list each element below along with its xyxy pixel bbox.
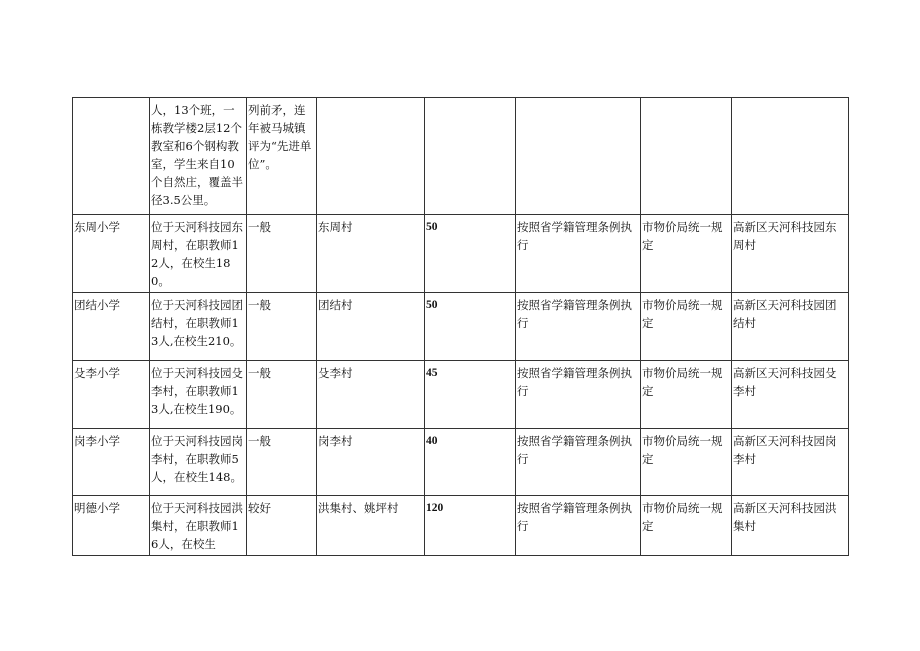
fee-cell: 市物价局统一规定 xyxy=(641,215,732,293)
table-row xyxy=(73,215,849,293)
enroll-cell: 按照省学籍管理条例执行 xyxy=(516,429,641,496)
description-cell: 位于天河科技园殳李村，在职教师13人,在校生190。 xyxy=(150,361,247,429)
fee-cell: 市物价局统一规定 xyxy=(641,429,732,496)
enroll-cell: 按照省学籍管理条例执行 xyxy=(516,215,641,293)
count-cell: 40 xyxy=(425,429,516,496)
fee-cell: 市物价局统一规定 xyxy=(641,361,732,429)
status-cell: 一般 xyxy=(247,429,317,496)
admin-cell: 高新区天河科技园洪集村 xyxy=(732,496,849,556)
count-cell: 50 xyxy=(425,293,516,361)
area-cell xyxy=(317,98,425,215)
fee-cell: 市物价局统一规定 xyxy=(641,496,732,556)
fee-cell xyxy=(641,98,732,215)
school-name-cell: 东周小学 xyxy=(73,215,150,293)
area-cell: 岗李村 xyxy=(317,429,425,496)
count-cell: 120 xyxy=(425,496,516,556)
school-table xyxy=(72,97,849,556)
description-cell: 位于天河科技园洪集村，在职教师16人，在校生 xyxy=(150,496,247,556)
status-cell: 一般 xyxy=(247,293,317,361)
admin-cell xyxy=(732,98,849,215)
count-cell: 45 xyxy=(425,361,516,429)
table-row xyxy=(73,496,849,556)
table-row xyxy=(73,293,849,361)
status-cell: 一般 xyxy=(247,215,317,293)
status-cell: 列前矛，连年被马城镇评为“先进单位”。 xyxy=(247,98,317,215)
school-name-cell: 明德小学 xyxy=(73,496,150,556)
table-row xyxy=(73,98,849,215)
status-cell: 较好 xyxy=(247,496,317,556)
enroll-cell: 按照省学籍管理条例执行 xyxy=(516,361,641,429)
area-cell: 洪集村、姚坪村 xyxy=(317,496,425,556)
enroll-cell: 按照省学籍管理条例执行 xyxy=(516,293,641,361)
description-cell: 位于天河科技园团结村，在职教师13人,在校生210。 xyxy=(150,293,247,361)
school-name-cell: 团结小学 xyxy=(73,293,150,361)
table-row xyxy=(73,429,849,496)
count-cell xyxy=(425,98,516,215)
description-cell: 位于天河科技园东周村，在职教师12人，在校生180。 xyxy=(150,215,247,293)
area-cell: 团结村 xyxy=(317,293,425,361)
school-name-cell: 殳李小学 xyxy=(73,361,150,429)
table-row xyxy=(73,361,849,429)
area-cell: 东周村 xyxy=(317,215,425,293)
school-name-cell: 岗李小学 xyxy=(73,429,150,496)
status-cell: 一般 xyxy=(247,361,317,429)
description-cell: 位于天河科技园岗李村，在职教师5人，在校生148。 xyxy=(150,429,247,496)
admin-cell: 高新区天河科技园岗李村 xyxy=(732,429,849,496)
enroll-cell: 按照省学籍管理条例执行 xyxy=(516,496,641,556)
area-cell: 殳李村 xyxy=(317,361,425,429)
school-name-cell xyxy=(73,98,150,215)
fee-cell: 市物价局统一规定 xyxy=(641,293,732,361)
count-cell: 50 xyxy=(425,215,516,293)
enroll-cell xyxy=(516,98,641,215)
admin-cell: 高新区天河科技园东周村 xyxy=(732,215,849,293)
admin-cell: 高新区天河科技园殳李村 xyxy=(732,361,849,429)
description-cell: 人，13个班，一栋教学楼2层12个教室和6个钢构教室，学生来自10个自然庄，覆盖半径3.5公里。 xyxy=(150,98,247,215)
admin-cell: 高新区天河科技园团结村 xyxy=(732,293,849,361)
